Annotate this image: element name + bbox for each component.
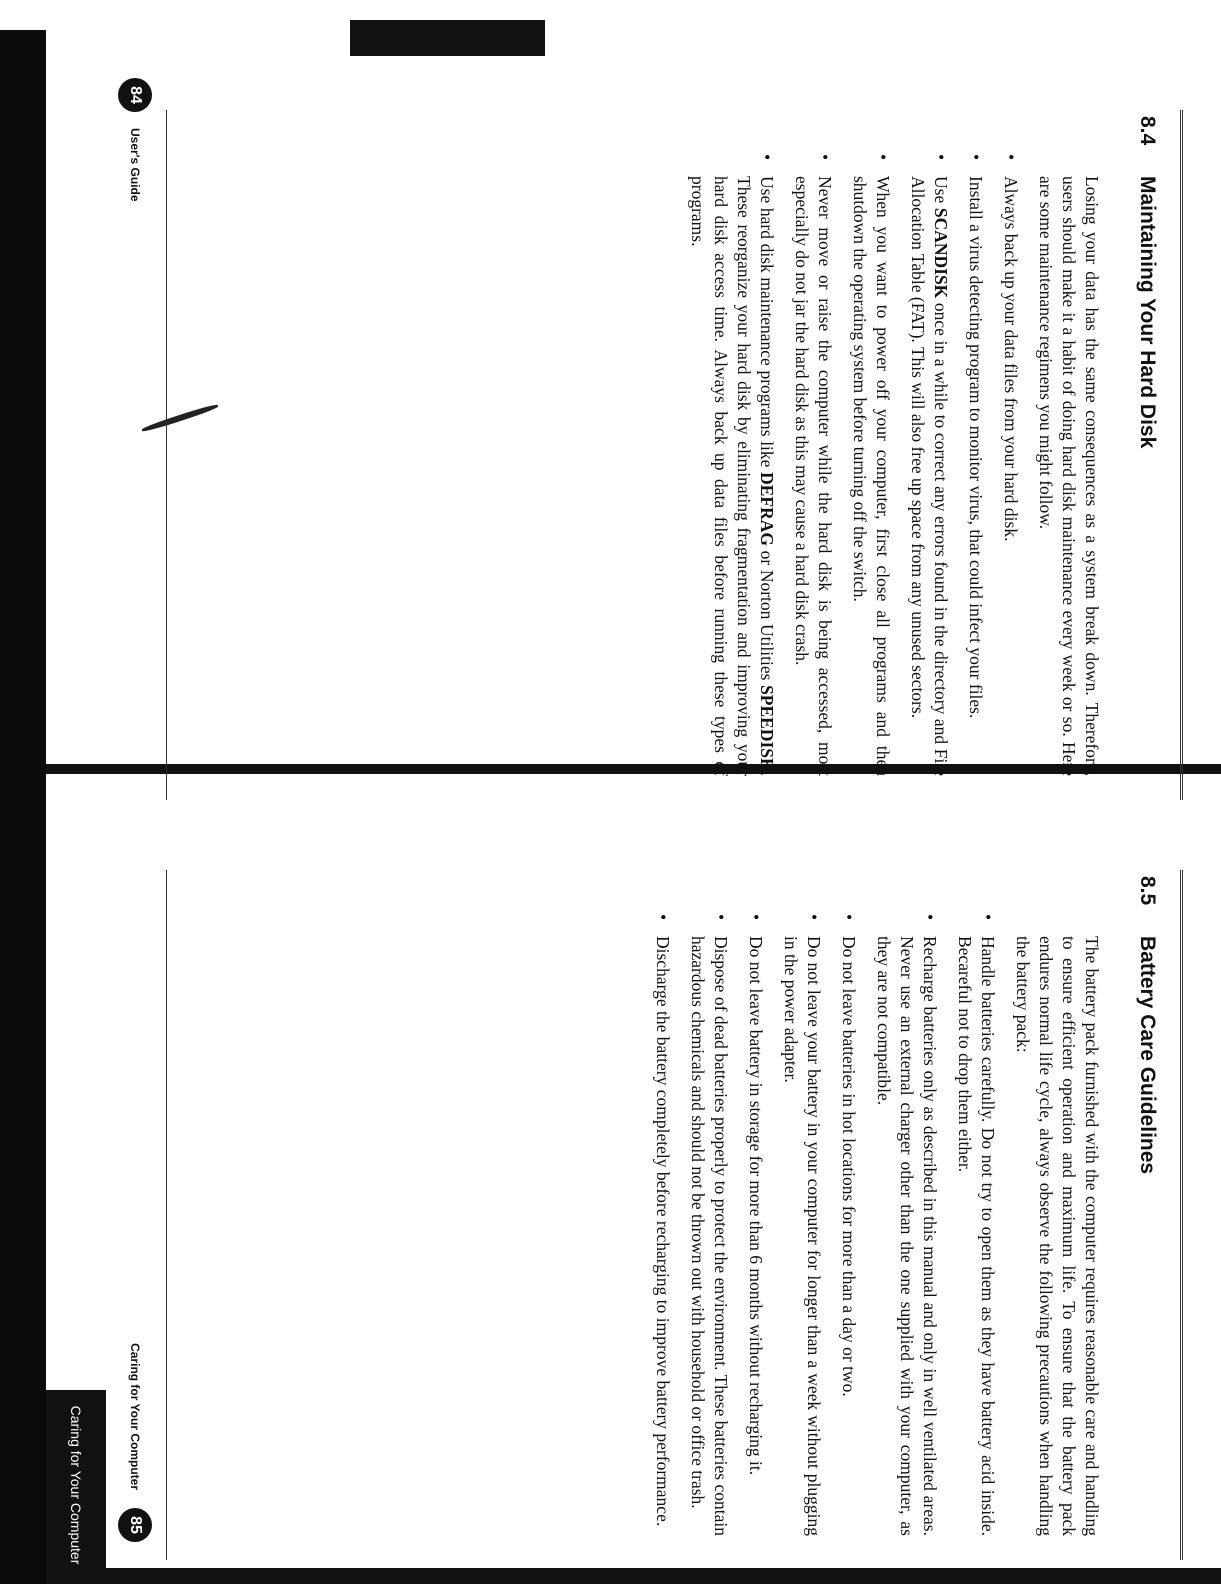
- running-footer: User's Guide: [128, 128, 142, 202]
- section-number: 8.5: [1136, 876, 1159, 906]
- list-item: • Discharge the battery completely before recharging to improve battery performance.: [651, 936, 674, 1536]
- running-footer: Caring for Your Computer: [128, 1343, 142, 1490]
- chapter-tab: Caring for Your Computer: [46, 1390, 106, 1580]
- page-85: [46, 790, 1221, 1570]
- section-title: Maintaining Your Hard Disk: [1136, 176, 1159, 449]
- scan-dark-edge: [0, 30, 46, 1584]
- list-item: • Handle batteries carefully. Do not try to open them as they have battery acid inside. Becareful not to drop them either.: [953, 936, 999, 1536]
- footer-rule: [166, 110, 167, 800]
- list-item: • Dispose of dead batteries properly to protect the environment. These batteries contain hazardous chemicals and should not be thrown out with household or office trash.: [686, 936, 732, 1536]
- list-item: • Use SCANDISK once in a while to correct any errors found in the directory and File Allocation Table (FAT). This will also free up space from any unused sectors.: [906, 176, 952, 776]
- page-number-badge: 84: [118, 78, 152, 112]
- section-body: [674, 176, 1103, 776]
- footer-rule: [166, 870, 167, 1560]
- list-item: • Install a virus detecting program to monitor virus, that could infect your files.: [964, 176, 987, 776]
- list-item: • Never move or raise the computer while the hard disk is being accessed, most especially do not jar the hard disk as this may cause a hard disk crash.: [790, 176, 836, 776]
- list-item: • Always back up your data files from your hard disk.: [999, 176, 1022, 776]
- section-body: [639, 936, 1103, 1536]
- page-number-badge: 85: [118, 1508, 152, 1542]
- header-rule: [1180, 870, 1183, 1560]
- page-84: [46, 30, 1221, 810]
- section-title: Battery Care Guidelines: [1136, 936, 1159, 1175]
- list-item: • Do not leave batteries in hot locations for more than a day or two.: [837, 936, 860, 1536]
- rotated-sheet: [46, 0, 1221, 1584]
- battery-precautions-list: [651, 936, 999, 1536]
- header-rule: [1180, 110, 1183, 800]
- list-item: • Do not leave your battery in your computer for longer than a week without plugging in the power adapter.: [779, 936, 825, 1536]
- intro-paragraph: Losing your data has the same consequences as a system break down. Therefore, users should make it a habit of doing hard disk maintenance every week or so. Here are some maintenance regimens you might follow.: [1036, 176, 1102, 776]
- list-item: • Recharge batteries only as described in this manual and only in well ventilated areas. Never use an external charger other than the one supplied with your computer, as they are not compatible.: [872, 936, 941, 1536]
- maintenance-list: [686, 176, 1022, 776]
- list-item: • Use hard disk maintenance programs like DEFRAG or Norton Utilities SPEEDISK. These reorganize your hard disk by eliminating fragmentation and improving your hard disk access time. Always back up data files before running these types of programs.: [686, 176, 778, 776]
- list-item: • Do not leave battery in storage for more than 6 months without recharging it.: [744, 936, 767, 1536]
- list-item: • When you want to power off your computer, first close all programs and then shutdown the operating system before turning off the switch.: [848, 176, 894, 776]
- section-number: 8.4: [1136, 116, 1159, 146]
- scanned-spread: [46, 0, 1221, 1584]
- intro-paragraph: The battery pack furnished with the computer requires reasonable care and handling to ensure efficient operation and maximum life. To ensure that the battery pack endures normal life cycle, always observe the following precautions when handling the battery pack:: [1013, 936, 1102, 1536]
